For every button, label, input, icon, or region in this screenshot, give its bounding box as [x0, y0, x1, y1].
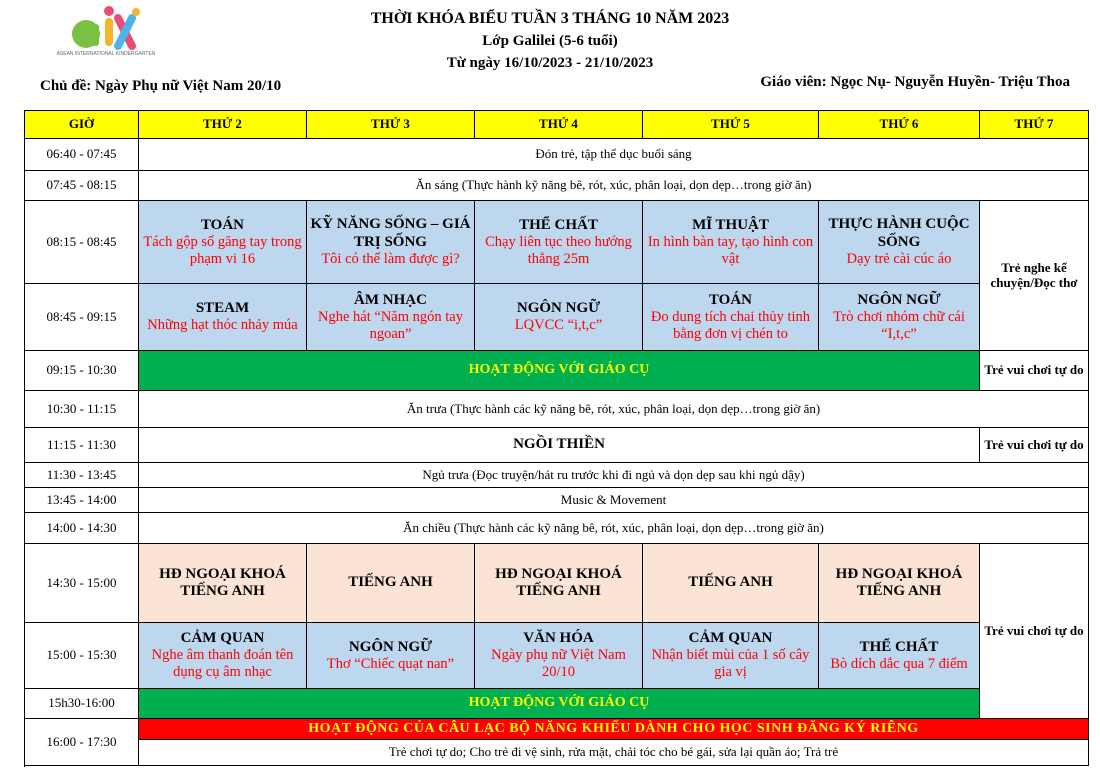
- column-header-friday: THỨ 6: [819, 111, 980, 139]
- column-header-monday: THỨ 2: [139, 111, 307, 139]
- lesson-subject: MĨ THUẬT: [692, 216, 769, 233]
- lesson-subject: VĂN HÓA: [523, 630, 594, 647]
- lesson-cell: [475, 623, 643, 689]
- pickup-row: Trẻ chơi tự do; Cho trẻ đi vệ sinh, rửa mặt, chải tóc cho bé gái, sửa lại quần áo; Trả trẻ: [139, 740, 1089, 766]
- time-cell: 16:00 - 17:30: [25, 719, 139, 766]
- lesson-cell: [643, 284, 819, 351]
- lesson-subject: CẢM QUAN: [688, 630, 773, 647]
- lesson-subject: THỂ CHẤT: [519, 216, 598, 233]
- lesson-description: Dạy trẻ cài cúc áo: [846, 250, 952, 267]
- english-cell: TIẾNG ANH: [307, 544, 475, 623]
- time-cell: 15:00 - 15:30: [25, 623, 139, 689]
- lesson-description: Tôi có thể làm được gì?: [321, 250, 460, 267]
- lesson-cell: [307, 201, 475, 284]
- column-header-thursday: THỨ 5: [643, 111, 819, 139]
- lesson-subject: NGÔN NGỮ: [516, 300, 601, 317]
- lesson-cell: [819, 623, 980, 689]
- time-cell: 14:00 - 14:30: [25, 513, 139, 544]
- lesson-description: Tách gộp số găng tay trong phạm vi 16: [143, 233, 302, 267]
- column-header-wednesday: THỨ 4: [475, 111, 643, 139]
- time-cell: 11:15 - 11:30: [25, 428, 139, 463]
- saturday-free-play-cell: Trẻ vui chơi tự do: [980, 428, 1089, 463]
- lunch-row: Ăn trưa (Thực hành các kỹ năng bê, rót, xúc, phân loại, dọn dẹp…trong giờ ăn): [139, 391, 1089, 428]
- lesson-description: Bò dích dắc qua 7 điểm: [830, 655, 968, 672]
- lesson-description: Những hạt thóc nhảy múa: [147, 317, 298, 334]
- saturday-free-play-cell: Trẻ vui chơi tự do: [980, 544, 1089, 719]
- timetable: [24, 110, 1089, 767]
- saturday-story-cell: Trẻ nghe kể chuyện/Đọc thơ: [980, 201, 1089, 351]
- lesson-subject: NGÔN NGỮ: [857, 291, 941, 308]
- lesson-description: Nhận biết mùi của 1 số cây gia vị: [651, 647, 810, 681]
- lesson-cell: [819, 201, 980, 284]
- lesson-description: Thơ “Chiếc quạt nan”: [326, 655, 455, 672]
- english-cell: HĐ NGOẠI KHOÁ TIẾNG ANH: [475, 544, 643, 623]
- topic-label: Chủ đề: Ngày Phụ nữ Việt Nam 20/10: [40, 78, 282, 94]
- tools-activity-banner: HOẠT ĐỘNG VỚI GIÁO CỤ: [139, 689, 980, 719]
- lesson-subject: CẢM QUAN: [180, 630, 265, 647]
- lesson-subject: TOÁN: [708, 291, 753, 308]
- lesson-cell: [139, 284, 307, 351]
- lesson-cell: [475, 201, 643, 284]
- teachers-label: Giáo viên: Ngọc Nụ- Nguyễn Huyền- Triệu Thoa: [760, 74, 1070, 90]
- meditation-row: NGỒI THIỀN: [139, 428, 980, 463]
- lesson-cell: [307, 284, 475, 351]
- lesson-cell: [139, 201, 307, 284]
- music-row: Music & Movement: [139, 488, 1089, 513]
- time-cell: 06:40 - 07:45: [25, 139, 139, 171]
- time-cell: 10:30 - 11:15: [25, 391, 139, 428]
- time-cell: 07:45 - 08:15: [25, 171, 139, 201]
- tools-activity-banner: HOẠT ĐỘNG VỚI GIÁO CỤ: [139, 351, 980, 391]
- english-cell: HĐ NGOẠI KHOÁ TIẾNG ANH: [819, 544, 980, 623]
- lesson-description: Nghe hát “Năm ngón tay ngoan”: [318, 308, 463, 342]
- lesson-cell: [475, 284, 643, 351]
- lesson-subject: ÂM NHẠC: [354, 291, 427, 308]
- lesson-cell: [139, 623, 307, 689]
- breakfast-row: Ăn sáng (Thực hành kỹ năng bê, rót, xúc, phân loại, dọn dẹp…trong giờ ăn): [139, 171, 1089, 201]
- time-cell: 15h30-16:00: [25, 689, 139, 719]
- logo-caption: ASEAN INTERNATIONAL KINDERGARTEN: [56, 51, 156, 57]
- class-name: Lớp Galilei (5-6 tuổi): [482, 33, 618, 49]
- column-header-tuesday: THỨ 3: [307, 111, 475, 139]
- time-cell: 08:45 - 09:15: [25, 284, 139, 351]
- lesson-cell: [643, 623, 819, 689]
- time-cell: 13:45 - 14:00: [25, 488, 139, 513]
- saturday-free-play-cell: Trẻ vui chơi tự do: [980, 351, 1089, 391]
- lesson-cell: [819, 284, 980, 351]
- lesson-subject: TOÁN: [200, 216, 245, 233]
- time-cell: 09:15 - 10:30: [25, 351, 139, 391]
- nap-row: Ngủ trưa (Đọc truyện/hát ru trước khi đi ngủ và dọn dẹp sau khi ngủ dậy): [139, 463, 1089, 488]
- time-cell: 11:30 - 13:45: [25, 463, 139, 488]
- column-header-time: GIỜ: [25, 111, 139, 139]
- lesson-description: Trò chơi nhóm chữ cái “I,t,c”: [833, 308, 965, 342]
- time-cell: 08:15 - 08:45: [25, 201, 139, 284]
- welcome-row: Đón trẻ, tập thể dục buổi sáng: [139, 139, 1089, 171]
- column-header-saturday: THỨ 7: [980, 111, 1089, 139]
- lesson-subject: THỰC HÀNH CUỘC SỐNG: [828, 216, 970, 250]
- lesson-description: LQVCC “i,t,c”: [514, 317, 603, 334]
- lesson-subject: STEAM: [195, 300, 250, 317]
- club-activity-banner: HOẠT ĐỘNG CỦA CÂU LẠC BỘ NĂNG KHIẾU DÀNH CHO HỌC SINH ĐĂNG KÝ RIÊNG: [139, 719, 1089, 740]
- lesson-subject: NGÔN NGỮ: [348, 638, 433, 655]
- lesson-description: Nghe âm thanh đoán tên dụng cụ âm nhạc: [151, 647, 294, 681]
- lesson-description: Chạy liên tục theo hướng thẳng 25m: [485, 233, 632, 267]
- date-range: Từ ngày 16/10/2023 - 21/10/2023: [446, 55, 654, 71]
- snack-row: Ăn chiều (Thực hành các kỹ năng bê, rót, xúc, phân loại, dọn dẹp…trong giờ ăn): [139, 513, 1089, 544]
- schedule-title: THỜI KHÓA BIỂU TUẦN 3 THÁNG 10 NĂM 2023: [370, 10, 730, 27]
- time-cell: 14:30 - 15:00: [25, 544, 139, 623]
- english-cell: TIẾNG ANH: [643, 544, 819, 623]
- lesson-subject: KỸ NĂNG SỐNG – GIÁ TRỊ SỐNG: [310, 216, 471, 250]
- lesson-subject: THỂ CHẤT: [859, 638, 939, 655]
- lesson-cell: [643, 201, 819, 284]
- lesson-description: Đo dung tích chai thủy tinh bằng đơn vị chén to: [650, 308, 811, 342]
- english-cell: HĐ NGOẠI KHOÁ TIẾNG ANH: [139, 544, 307, 623]
- lesson-description: In hình bàn tay, tạo hình con vật: [647, 233, 814, 267]
- lesson-cell: [307, 623, 475, 689]
- lesson-description: Ngày phụ nữ Việt Nam 20/10: [491, 647, 626, 681]
